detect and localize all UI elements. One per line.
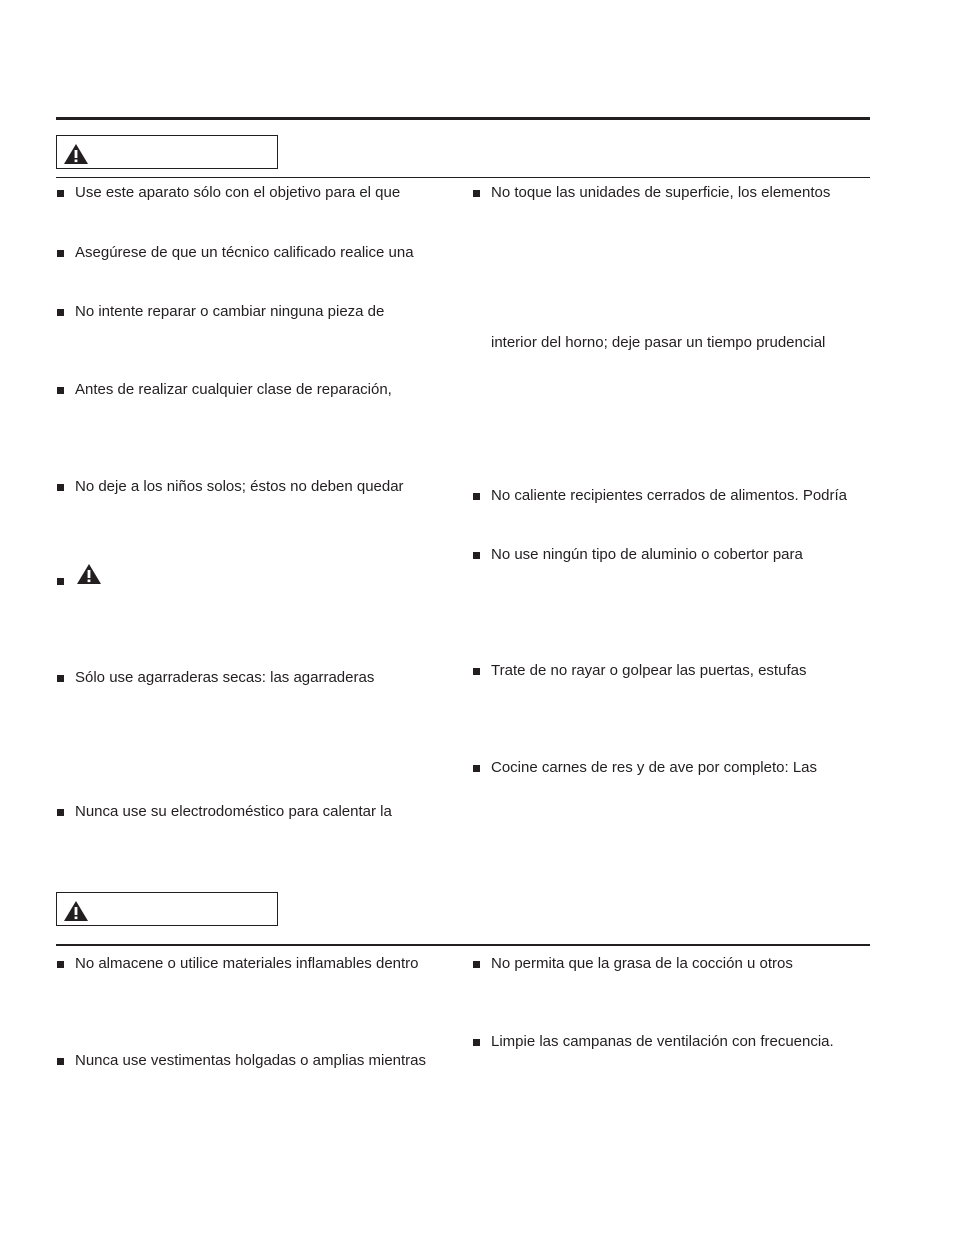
- bullet: [57, 578, 64, 585]
- section-divider: [56, 944, 870, 946]
- list-item-text: No permita que la grasa de la cocción u otros: [491, 955, 793, 972]
- top-rule: [56, 117, 870, 120]
- list-item-text: Sólo use agarraderas secas: las agarraderas: [75, 669, 375, 686]
- bullet: [473, 1039, 480, 1046]
- bullet: [473, 493, 480, 500]
- bullet: [57, 387, 64, 394]
- warning-triangle-icon: [76, 563, 102, 585]
- bullet: [57, 309, 64, 316]
- list-item-text: Asegúrese de que un técnico calificado realice una: [75, 244, 414, 261]
- list-item-text: Antes de realizar cualquier clase de reparación,: [75, 381, 392, 398]
- list-item-text: Cocine carnes de res y de ave por completo: Las: [491, 759, 818, 776]
- list-item-text: Nunca use vestimentas holgadas o amplias mientras: [75, 1052, 427, 1069]
- continuation-text: interior del horno; deje pasar un tiempo prudencial: [491, 334, 826, 351]
- bullet: [473, 190, 480, 197]
- list-item-text: No intente reparar o cambiar ninguna pieza de: [75, 303, 385, 320]
- bullet: [57, 675, 64, 682]
- bullet: [473, 552, 480, 559]
- list-item-text: Trate de no rayar o golpear las puertas, estufas: [491, 662, 807, 679]
- list-item-text: No caliente recipientes cerrados de alimentos. Podría: [491, 487, 848, 504]
- bullet: [57, 190, 64, 197]
- list-item-text: Use este aparato sólo con el objetivo para el que: [75, 184, 401, 201]
- warning-triangle-icon: [63, 900, 89, 922]
- bullet: [57, 1058, 64, 1065]
- bullet: [473, 765, 480, 772]
- bullet: [57, 250, 64, 257]
- bullet: [473, 668, 480, 675]
- bullet: [57, 809, 64, 816]
- bullet: [57, 484, 64, 491]
- list-item-text: Limpie las campanas de ventilación con frecuencia.: [491, 1033, 834, 1050]
- warning-triangle-icon: [63, 143, 89, 165]
- list-item-text: No almacene o utilice materiales inflamables dentro: [75, 955, 419, 972]
- list-item-text: Nunca use su electrodoméstico para calentar la: [75, 803, 392, 820]
- warning-header-box: [56, 892, 278, 926]
- bullet: [57, 961, 64, 968]
- section-divider: [56, 177, 870, 178]
- bullet: [473, 961, 480, 968]
- list-item-text: No toque las unidades de superficie, los elementos: [491, 184, 831, 201]
- list-item-text: No deje a los niños solos; éstos no deben quedar: [75, 478, 404, 495]
- warning-header-box: [56, 135, 278, 169]
- list-item-text: No use ningún tipo de aluminio o cobertor para: [491, 546, 803, 563]
